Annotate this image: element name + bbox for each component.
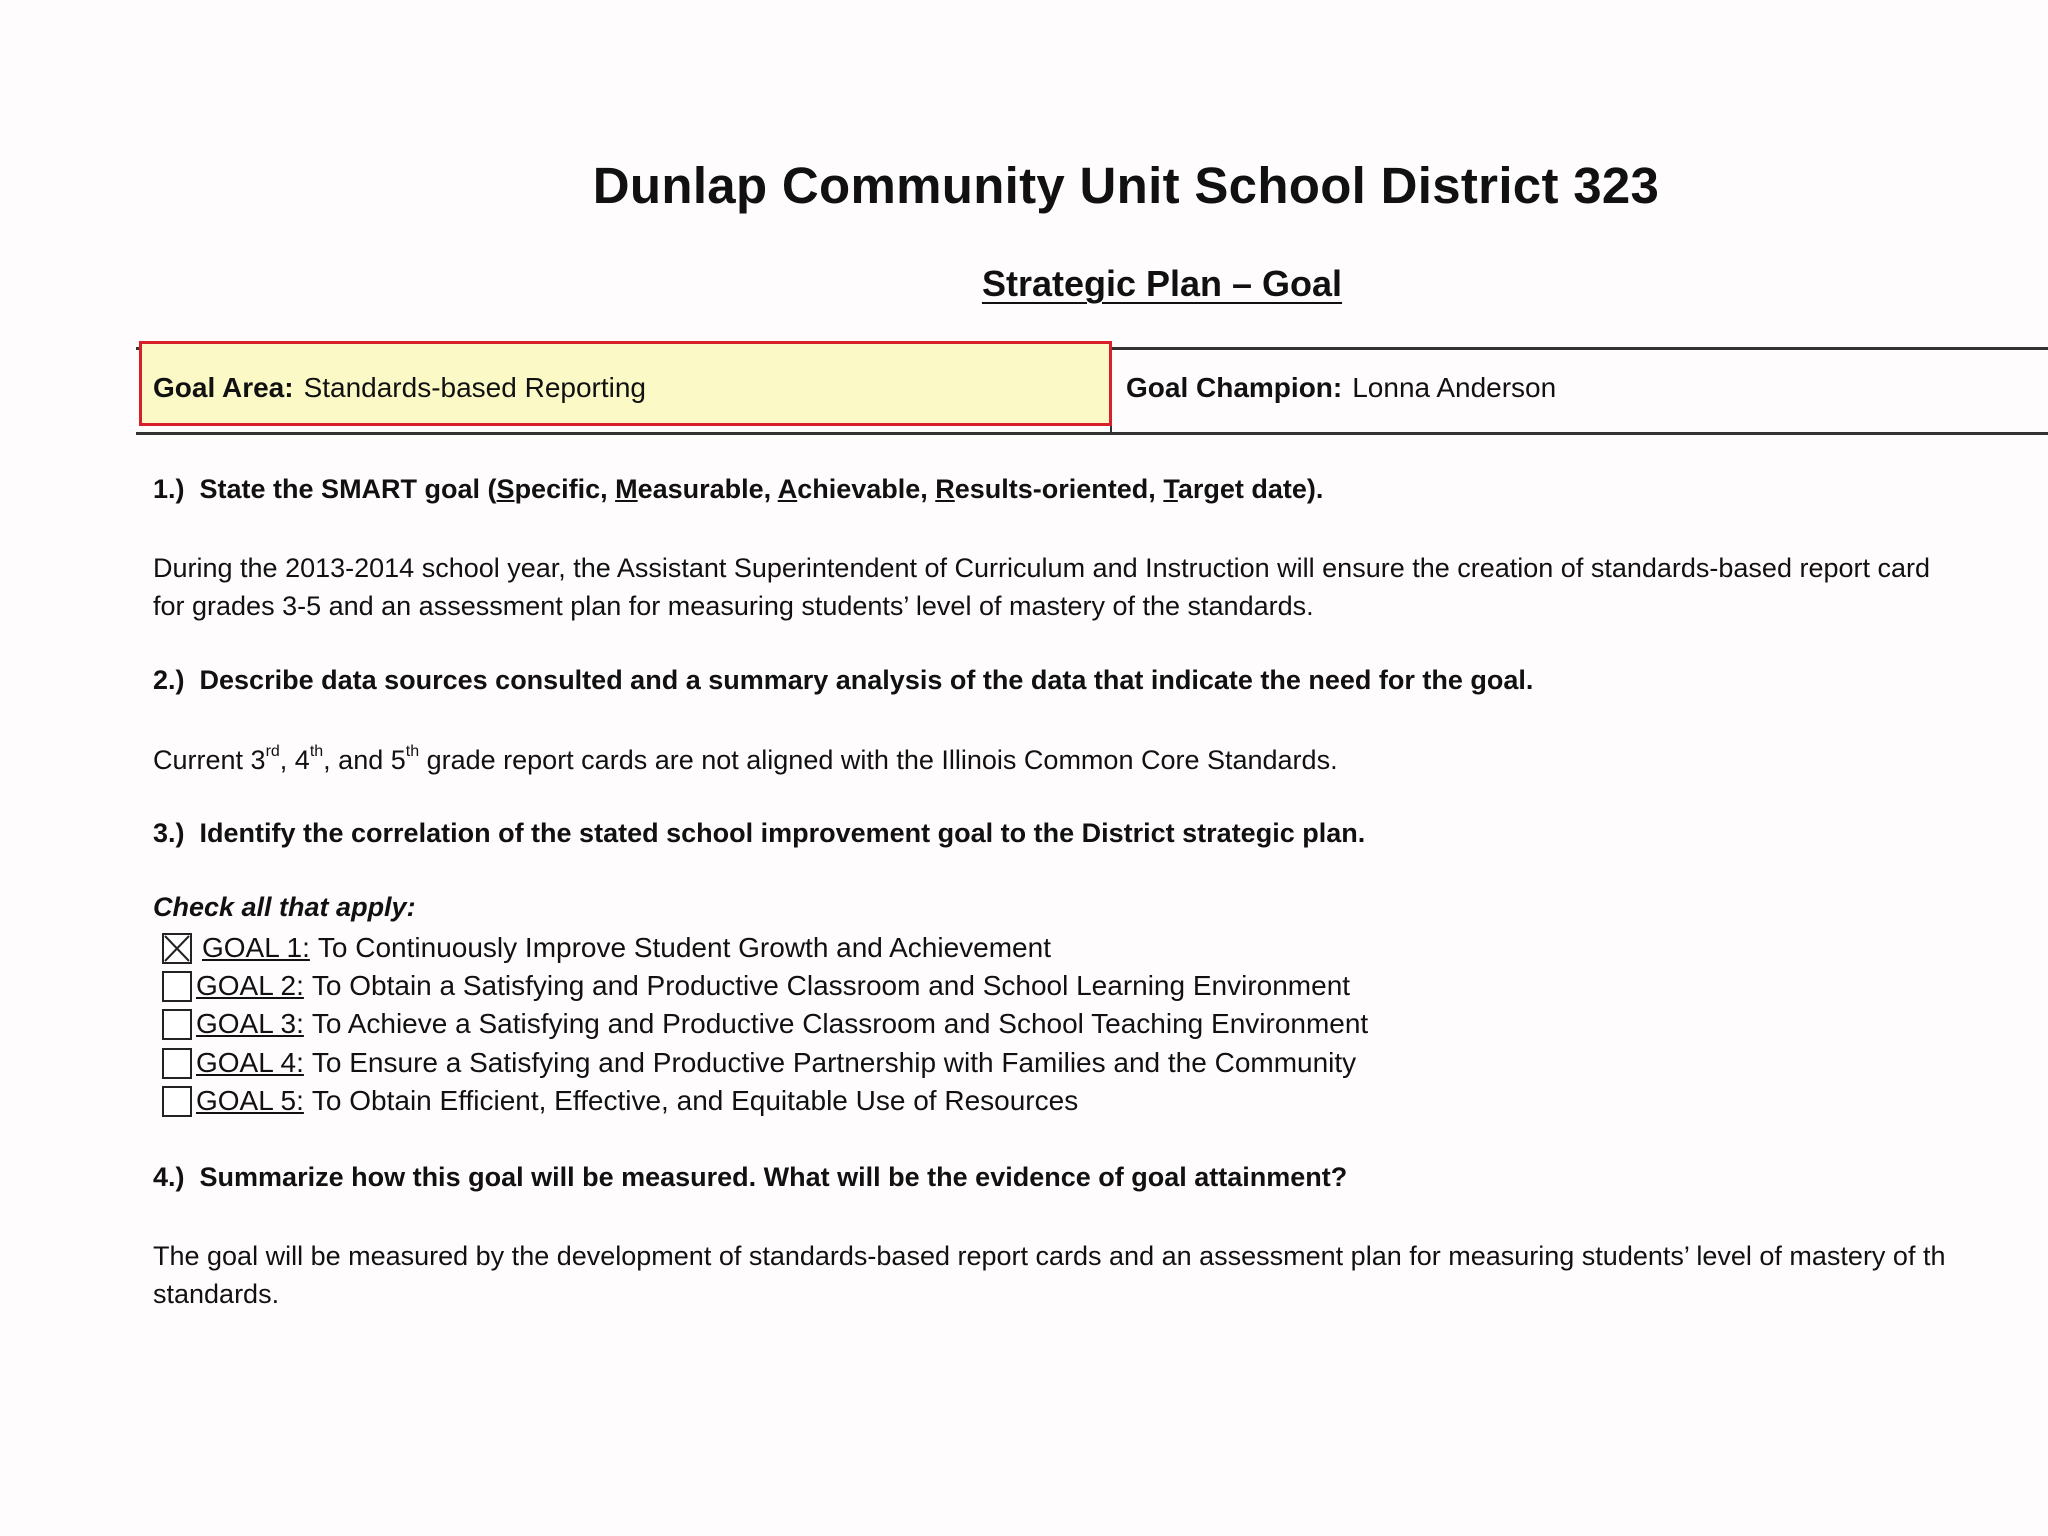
goal-2-label: GOAL 2: xyxy=(196,970,304,1001)
goal-option-4 xyxy=(162,1047,1356,1079)
goal-3-label: GOAL 3: xyxy=(196,1008,304,1039)
page-title: Dunlap Community Unit School District 323 xyxy=(592,157,1660,214)
goal-area-label: Goal Area: xyxy=(153,372,294,403)
ordinal-suffix: th xyxy=(309,743,324,760)
goal-area-cell xyxy=(153,372,646,404)
answer-line: for grades 3-5 and an assessment plan for measuring students’ level of mastery of the standards. xyxy=(153,591,1314,621)
goal-5-checkbox[interactable] xyxy=(162,1086,192,1117)
q1-part: easurable, xyxy=(637,474,778,504)
answer-part: grade report cards are not aligned with the Illinois Common Core Standards. xyxy=(419,745,1338,775)
ordinal-suffix: rd xyxy=(265,743,280,760)
q1-part: arget date). xyxy=(1177,474,1324,504)
goal-4-checkbox[interactable] xyxy=(162,1048,192,1079)
q1-part: esults-oriented, xyxy=(954,474,1164,504)
goal-area-value: Standards-based Reporting xyxy=(303,372,647,403)
goal-1-text: To Continuously Improve Student Growth and Achievement xyxy=(317,932,1051,963)
section-3-question xyxy=(153,818,1365,849)
goal-4-text: To Ensure a Satisfying and Productive Partnership with Families and the Community xyxy=(311,1047,1357,1078)
section-1-question xyxy=(153,474,1323,505)
q1-initial-r: R xyxy=(935,474,955,504)
answer-part: Current 3 xyxy=(153,745,266,775)
ordinal-suffix: th xyxy=(405,743,420,760)
goal-1-label: GOAL 1: xyxy=(202,932,310,963)
goal-champion-label: Goal Champion: xyxy=(1126,372,1343,403)
goal-champion-cell xyxy=(1126,372,1556,404)
section-3-question-text: Identify the correlation of the stated school improvement goal to the District strategic plan. xyxy=(199,818,1366,848)
goal-option-3 xyxy=(162,1008,1368,1040)
goal-champion-value: Lonna Anderson xyxy=(1352,372,1557,403)
q1-initial-a: A xyxy=(777,474,798,504)
goal-2-text: To Obtain a Satisfying and Productive Classroom and School Learning Environment xyxy=(311,970,1351,1001)
goal-1-checkbox-checked[interactable] xyxy=(162,933,192,964)
answer-part: , and 5 xyxy=(323,745,406,775)
check-all-instruction: Check all that apply: xyxy=(153,892,416,922)
goal-5-text: To Obtain Efficient, Effective, and Equitable Use of Resources xyxy=(311,1085,1079,1116)
section-2-question xyxy=(153,665,1533,696)
section-3-number: 3.) xyxy=(153,818,185,848)
q1-initial-s: S xyxy=(496,474,515,504)
answer-line: standards. xyxy=(153,1279,280,1309)
page-subtitle xyxy=(0,263,2048,305)
goal-2-checkbox[interactable] xyxy=(162,971,192,1002)
goal-option-5 xyxy=(162,1085,1078,1117)
goal-4-label: GOAL 4: xyxy=(196,1047,304,1078)
section-1-number: 1.) xyxy=(153,474,185,504)
goal-option-1 xyxy=(162,932,1051,964)
section-2-question-text: Describe data sources consulted and a summary analysis of the data that indicate the need for the goal. xyxy=(199,665,1534,695)
goal-3-checkbox[interactable] xyxy=(162,1009,192,1040)
answer-line: The goal will be measured by the development of standards-based report cards and an assessment plan for measuring students’ level of mastery of th xyxy=(153,1241,1946,1271)
section-2-answer xyxy=(153,741,1338,779)
q1-part: State the SMART goal ( xyxy=(199,474,497,504)
q1-part: chievable, xyxy=(797,474,936,504)
q1-part: pecific, xyxy=(514,474,616,504)
section-4-question-text: Summarize how this goal will be measured. What will be the evidence of goal attainment? xyxy=(199,1162,1348,1192)
section-4-number: 4.) xyxy=(153,1162,185,1192)
subtitle-text: Strategic Plan – Goal xyxy=(981,263,1343,304)
section-1-answer xyxy=(153,549,1930,625)
section-4-answer xyxy=(153,1237,1945,1313)
q1-initial-t: T xyxy=(1163,474,1178,504)
section-4-question xyxy=(153,1162,1347,1193)
x-mark-icon xyxy=(164,935,190,962)
section-2-number: 2.) xyxy=(153,665,185,695)
goal-3-text: To Achieve a Satisfying and Productive Classroom and School Teaching Environment xyxy=(311,1008,1369,1039)
answer-part: , 4 xyxy=(279,745,310,775)
goal-5-label: GOAL 5: xyxy=(196,1085,304,1116)
q1-initial-m: M xyxy=(615,474,638,504)
answer-line: During the 2013-2014 school year, the Assistant Superintendent of Curriculum and Instruction will ensure the creation of standards-based report card xyxy=(153,553,1931,583)
goal-option-2 xyxy=(162,970,1350,1002)
